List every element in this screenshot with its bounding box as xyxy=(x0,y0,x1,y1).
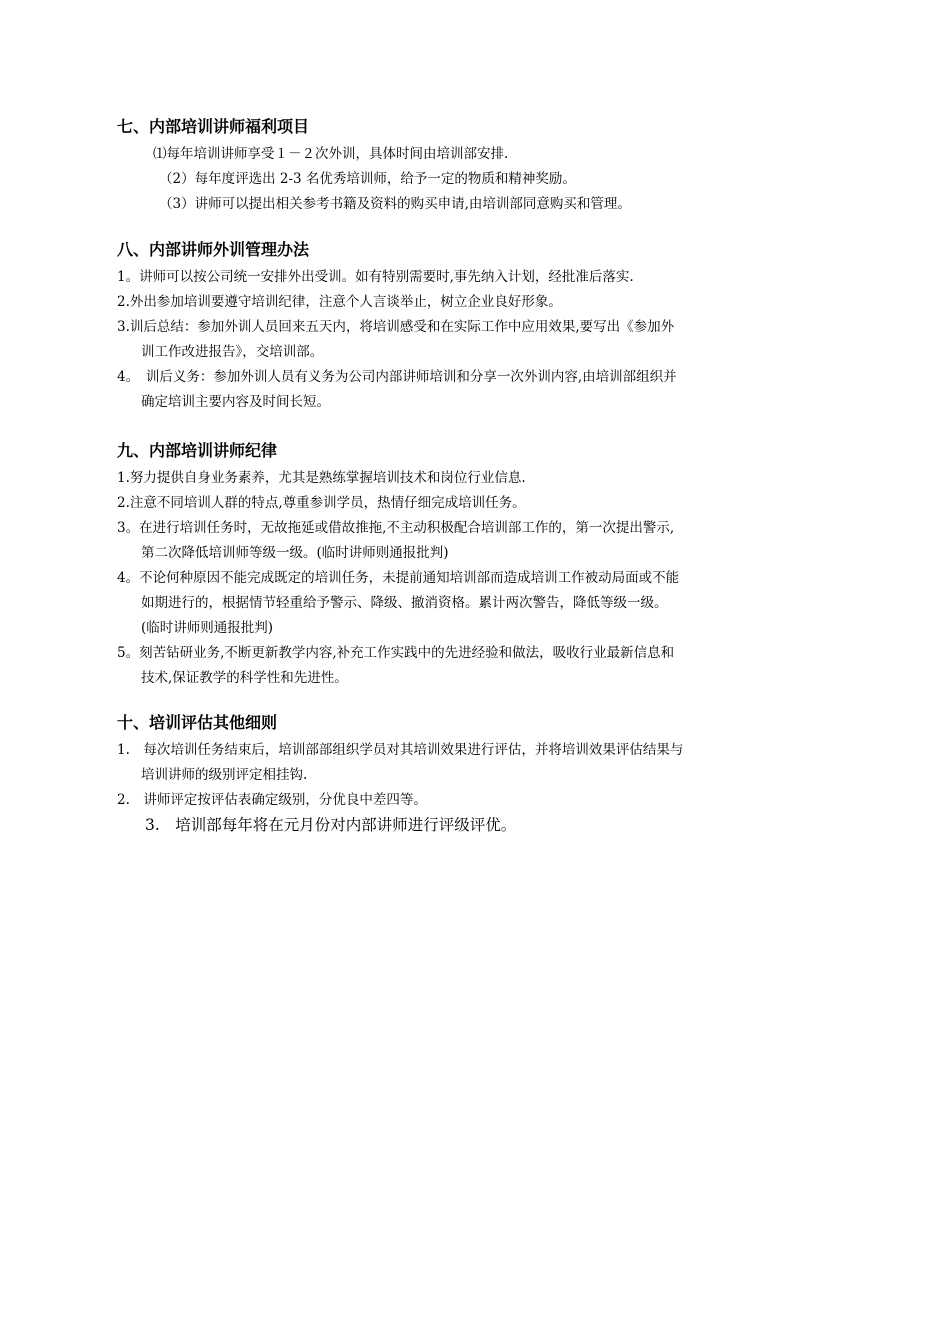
list-item: 2.外出参加培训要遵守培训纪律，注意个人言谈举止，树立企业良好形象。 xyxy=(117,294,562,310)
list-item-continuation: (临时讲师则通报批判) xyxy=(141,620,274,636)
list-item-continuation: 第二次降低培训师等级一级。(临时讲师则通报批判) xyxy=(141,545,449,561)
list-item: 4。 训后义务：参加外训人员有义务为公司内部讲师培训和分享一次外训内容,由培训部组织并 xyxy=(117,369,677,385)
list-item: 1. 每次培训任务结束后，培训部部组织学员对其培训效果进行评估，并将培训效果评估结果与 xyxy=(117,742,684,758)
list-item: 2. 讲师评定按评估表确定级别，分优良中差四等。 xyxy=(117,792,427,808)
section-discipline xyxy=(117,440,837,691)
list-item-continuation: 技术,保证教学的科学性和先进性。 xyxy=(141,670,348,686)
list-item: 3。在进行培训任务时，无故拖延或借故推拖,不主动积极配合培训部工作的，第一次提出警示, xyxy=(117,520,675,536)
list-item: 1.努力提供自身业务素养，尤其是熟练掌握培训技术和岗位行业信息. xyxy=(117,470,526,486)
section-heading: 十、培训评估其他细则 xyxy=(117,713,278,732)
list-item: 3.训后总结：参加外训人员回来五天内，将培训感受和在实际工作中应用效果,要写出《参加外 xyxy=(117,319,675,335)
section-heading: 八、内部讲师外训管理办法 xyxy=(117,240,310,259)
list-item-continuation: 培训讲师的级别评定相挂钩. xyxy=(141,767,308,783)
section-external-training xyxy=(117,239,837,415)
list-item: 2.注意不同培训人群的特点,尊重参训学员，热情仔细完成培训任务。 xyxy=(117,495,526,511)
section-heading: 九、内部培训讲师纪律 xyxy=(117,441,278,460)
section-evaluation xyxy=(117,712,837,838)
section-heading: 七、内部培训讲师福利项目 xyxy=(117,117,310,136)
list-item: 5。刻苦钻研业务,不断更新教学内容,补充工作实践中的先进经验和做法，吸收行业最新信息和 xyxy=(117,645,675,661)
list-item: 3. 培训部每年将在元月份对内部讲师进行评级评优。 xyxy=(145,816,517,834)
section-welfare xyxy=(117,116,837,217)
list-item: （2）每年度评选出 2-3 名优秀培训师，给予一定的物质和精神奖励。 xyxy=(159,171,576,187)
list-item-continuation: 训工作改进报告》，交培训部。 xyxy=(141,344,324,360)
list-item-continuation: 确定培训主要内容及时间长短。 xyxy=(141,394,330,410)
list-item: 4。不论何种原因不能完成既定的培训任务，未提前通知培训部而造成培训工作被动局面或不能 xyxy=(117,570,680,586)
list-item-continuation: 如期进行的，根据情节轻重给予警示、降级、撤消资格。累计两次警告，降低等级一级。 xyxy=(141,595,668,611)
list-item: （3）讲师可以提出相关参考书籍及资料的购买申请,由培训部同意购买和管理。 xyxy=(159,196,631,212)
list-item: ⑴每年培训讲师享受１－２次外训，具体时间由培训部安排. xyxy=(153,146,509,162)
list-item: 1。讲师可以按公司统一安排外出受训。如有特别需要时,事先纳入计划，经批准后落实. xyxy=(117,269,634,285)
